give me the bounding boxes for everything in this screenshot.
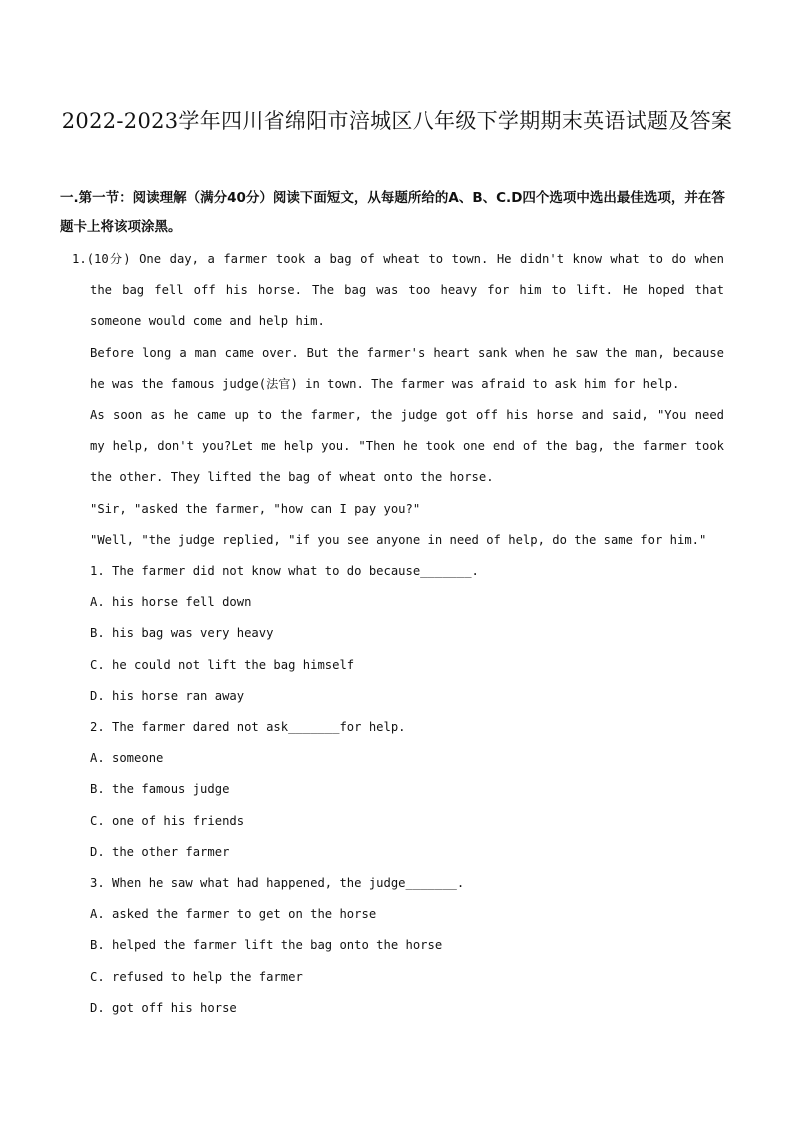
passage-paragraph-1 xyxy=(72,244,724,338)
answer-option: B. his bag was very heavy xyxy=(90,626,274,641)
answer-option: B. the famous judge xyxy=(90,782,230,797)
answer-option: B. helped the farmer lift the bag onto the horse xyxy=(90,938,443,953)
passage-paragraph-4: "Sir, "asked the farmer, "how can I pay you?" xyxy=(90,501,421,516)
question-stem: 1. The farmer did not know what to do because_______. xyxy=(90,564,479,579)
answer-option: A. asked the farmer to get on the horse xyxy=(90,907,377,922)
question-number: 1. xyxy=(72,252,87,266)
answer-option: A. someone xyxy=(90,751,164,766)
passage-text: One day, a farmer took a bag of wheat to town. He didn't know what to do when the bag fell off his horse. The bag was too heavy for him to lift. He hoped that someone would come and help him. xyxy=(90,252,724,329)
passage-paragraph-3: As soon as he came up to the farmer, the judge got off his horse and said, "You need my help, don't you?Let me help you. "Then he took one end of the bag, the farmer took the other. They lifted the bag of wheat onto the horse. xyxy=(90,408,724,485)
answer-option: C. he could not lift the bag himself xyxy=(90,657,355,672)
question-stem: 2. The farmer dared not ask_______for help. xyxy=(90,720,406,735)
answer-option: D. the other farmer xyxy=(90,844,230,859)
answer-option: A. his horse fell down xyxy=(90,595,252,610)
answer-option: C. one of his friends xyxy=(90,813,245,828)
passage-paragraph-5: "Well, "the judge replied, "if you see anyone in need of help, do the same for him." xyxy=(90,532,707,547)
question-score: (10分) xyxy=(86,252,131,266)
answer-option: C. refused to help the farmer xyxy=(90,969,303,984)
passage-paragraph-2: Before long a man came over. But the farmer's heart sank when he saw the man, because he was the famous judge(法官) in town. The farmer was afraid to ask him for help. xyxy=(90,345,724,391)
answer-option: D. got off his horse xyxy=(90,1000,237,1015)
section-heading: 一.第一节：阅读理解（满分40分）阅读下面短文，从每题所给的A、B、C.D四个选项中选出最佳选项，并在答题卡上将该项涂黑。 xyxy=(60,190,725,235)
question-stem: 3. When he saw what had happened, the judge_______. xyxy=(90,876,465,891)
reading-passage xyxy=(72,244,724,1024)
answer-option: D. his horse ran away xyxy=(90,688,245,703)
document-title: 2022-2023学年四川省绵阳市涪城区八年级下学期期末英语试题及答案 xyxy=(61,109,733,133)
